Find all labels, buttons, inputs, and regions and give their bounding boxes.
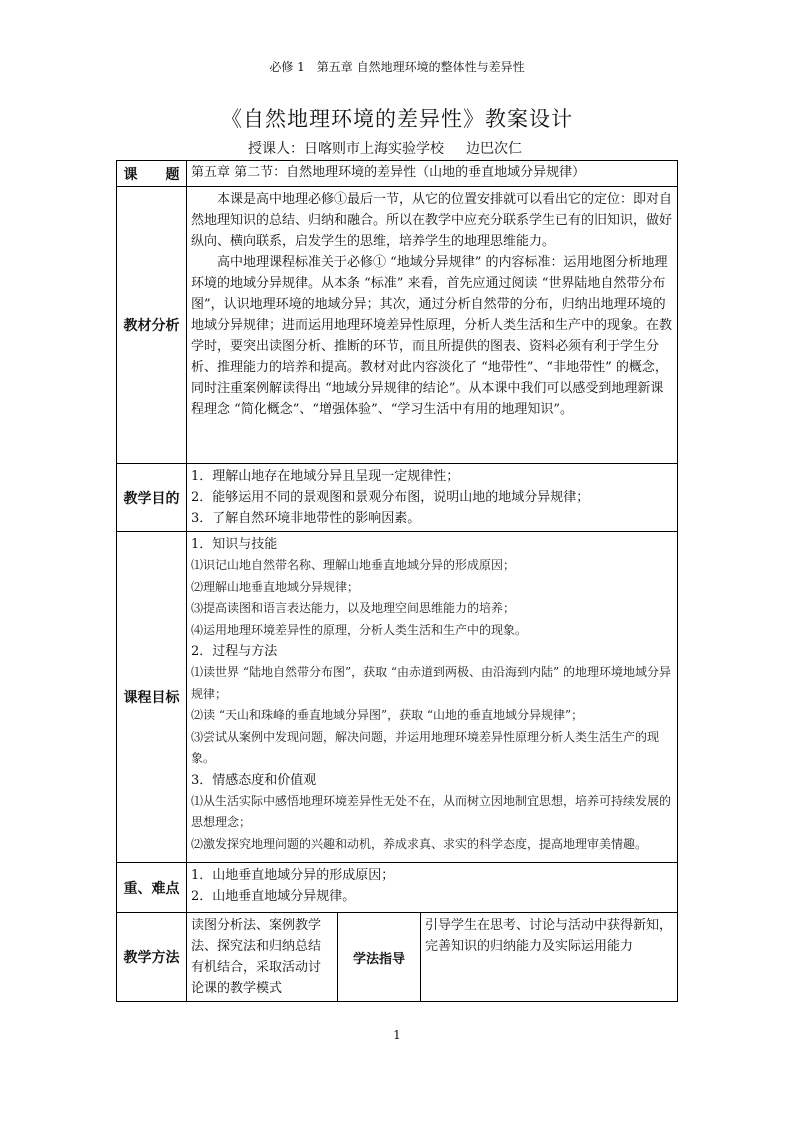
keypoint-item: 2．山地垂直地域分异规律。 — [191, 889, 356, 904]
label-purpose: 教学目的 — [117, 464, 187, 532]
goal-item: ⑴从生活实际中感悟地理环境差异性无处不在，从而树立因地制宜思想，培养可持续发展的思想理念； — [191, 793, 672, 829]
page-header: 必修 1 第五章 自然地理环境的整体性与差异性 — [269, 60, 525, 74]
school-name: 日喀则市上海实验学校 — [304, 141, 444, 157]
document-title: 《自然地理环境的差异性》教案设计 — [221, 107, 573, 131]
methods-subtable — [187, 913, 677, 1001]
row-analysis — [117, 187, 678, 464]
goal-heading: 3．情感态度和价值观 — [191, 772, 317, 788]
analysis-paragraph: 本课是高中地理必修①最后一节，从它的位置安排就可以看出它的定位：即对自然地理知识的总结、归纳和融合。所以在教学中应充分联系学生已有的旧知识，做好纵向、横向联系，启发学生的思维，培养学生的地理思维能力。 — [191, 192, 673, 249]
goal-item: ⑷运用地理环境差异性的原理，分析人类生活和生产中的现象。 — [191, 622, 528, 637]
content-topic: 第五章 第二节：自然地理环境的差异性（山地的垂直地域分异规律） — [187, 161, 678, 187]
goal-item: ⑵读 “天山和珠峰的垂直地域分异图”，获取 “山地的垂直地域分异规律”； — [191, 708, 584, 722]
teacher-name: 边巴次仁 — [466, 141, 522, 157]
goal-item: ⑶提高读图和语言表达能力，以及地理空间思维能力的培养； — [191, 601, 516, 615]
purpose-item: 3．了解自然环境非地带性的影响因素。 — [191, 511, 421, 526]
study-guide: 引导学生在思考、讨论与活动中获得新知，完善知识的归纳能力及实际运用能力 — [425, 918, 673, 954]
purpose-item: 2．能够运用不同的景观图和景观分布图，说明山地的地域分异规律； — [191, 490, 590, 505]
content-goals — [187, 532, 678, 863]
goal-item: ⑵理解山地垂直地域分异规律； — [191, 579, 360, 594]
content-analysis — [187, 187, 678, 464]
content-purpose — [187, 464, 678, 532]
row-purpose — [117, 464, 678, 532]
goal-item: ⑶尝试从案例中发现问题，解决问题，并运用地理环境差异性原理分析人类生活生产的现象。 — [191, 729, 660, 765]
row-methods — [117, 913, 678, 1002]
row-keypoints — [117, 863, 678, 913]
analysis-paragraph: 高中地理课程标准关于必修① “地域分异规律” 的内容标准：运用地图分析地理环境的地域分异规律。从本条 “标准” 来看，首先应通过阅读 “世界陆地自然带分布图”，认识地理环境的地域分异；其次，通过分析自然带的分布，归纳出地理环境的地域分异规律；进而运用地理环境差异性原理，分析人类生活和生产中的现象。在教学时，要突出读图分析、推断的环节，而且所提供的图表、资料必须有利于学生分析、推理能力的培养和提高。教材对此内容淡化了 “地带性”、“非地带性” 的概念，同时注重案例解读得出 “地域分异规律的结论”。从本课中我们可以感受到地理新课程理念 “简化概念”、“增强体验”、“学习生活中有用的地理知识”。 — [191, 255, 673, 417]
goal-item: ⑴读世界 “陆地自然带分布图”，获取 “由赤道到两极、由沿海到内陆” 的地理环境地域分异规律； — [191, 665, 671, 701]
keypoint-item: 1．山地垂直地域分异的形成原因； — [191, 868, 395, 883]
content-methods — [187, 913, 678, 1002]
page-number: 1 — [393, 1028, 401, 1042]
author-prefix: 授课人： — [248, 141, 304, 157]
lesson-plan-table — [116, 160, 678, 1002]
label-analysis: 教材分析 — [117, 187, 187, 464]
label-study-guide: 学法指导 — [338, 913, 421, 1001]
content-keypoints — [187, 863, 678, 913]
goal-item: ⑵激发探究地理问题的兴趣和动机，养成求真、求实的科学态度，提高地理审美情趣。 — [191, 836, 648, 851]
row-topic — [117, 161, 678, 187]
goal-heading: 2．过程与方法 — [191, 644, 278, 659]
label-goals: 课程目标 — [117, 532, 187, 863]
label-methods: 教学方法 — [117, 913, 187, 1002]
label-topic: 课 题 — [117, 161, 187, 187]
goal-item: ⑴识记山地自然带名称、理解山地垂直地域分异的形成原因； — [191, 558, 516, 572]
author-line — [248, 138, 522, 158]
goal-heading: 1．知识与技能 — [191, 537, 278, 552]
row-goals — [117, 532, 678, 863]
purpose-item: 1．理解山地存在地域分异且呈现一定规律性； — [191, 469, 460, 484]
label-keypoints: 重、难点 — [117, 863, 187, 913]
teaching-methods: 读图分析法、案例教学法、探究法和归纳总结有机结合，采取活动讨论课的教学模式 — [191, 918, 322, 996]
